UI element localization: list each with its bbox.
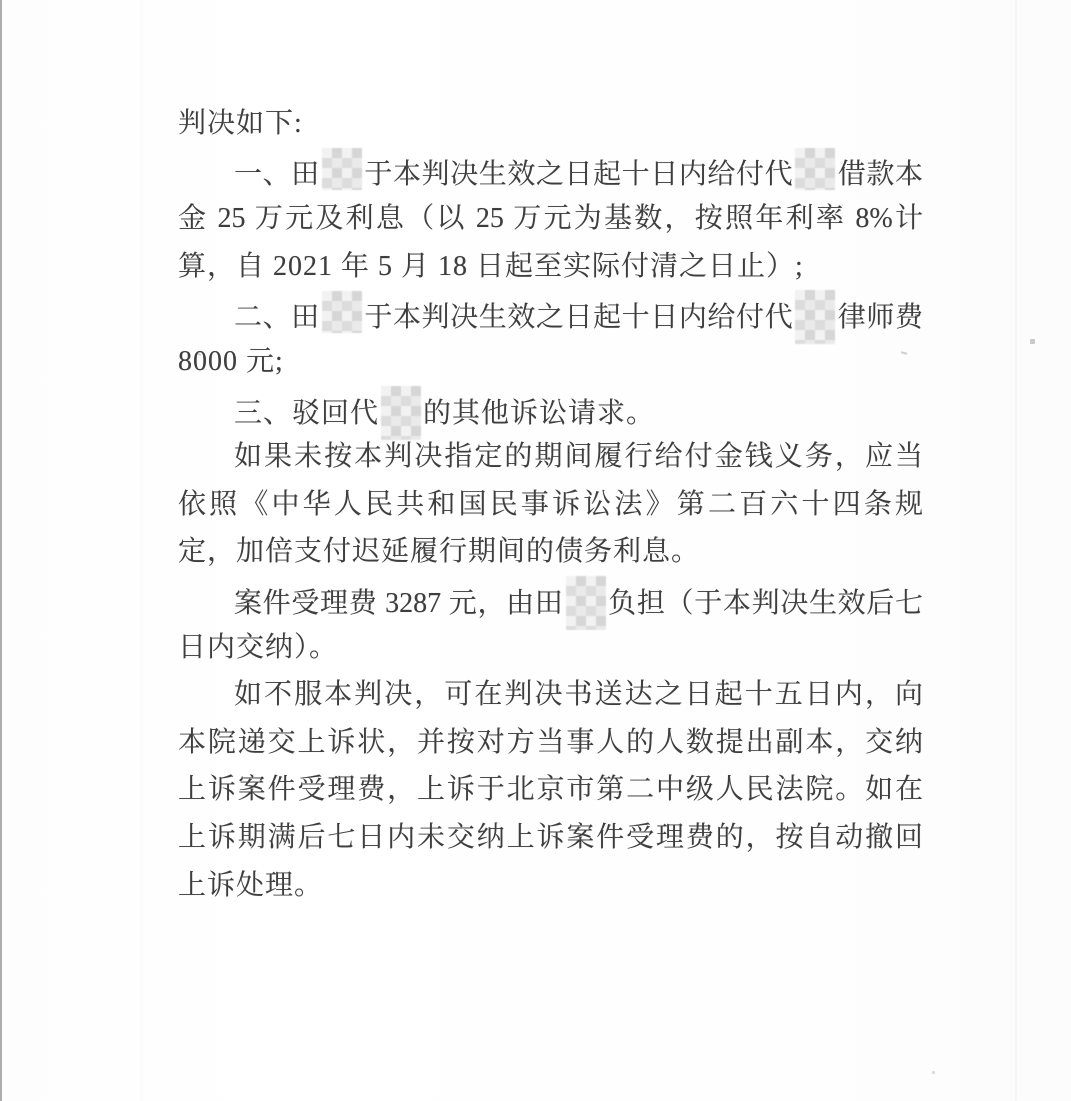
scan-streak [140, 0, 143, 1101]
judgment-text: 定，加倍支付迟延履行期间的债务利息。 [178, 536, 701, 568]
judgment-text: 如果未按本判决指定的期间履行给付金钱义务，应当 [234, 441, 923, 473]
judgment-line [178, 243, 923, 291]
judgment-text: 一、田 [234, 158, 320, 190]
judgment-line [178, 100, 923, 148]
judgment-line [178, 528, 923, 576]
judgment-line [178, 148, 923, 196]
redaction-blur [795, 148, 835, 190]
judgment-text: 于本判决生效之日起十日内给付代 [363, 302, 794, 334]
judgment-text: 案件受理费 3287 元，由田 [234, 587, 564, 619]
judgment-text: 如不服本判决，可在判决书送达之日起十五日内，向 [234, 679, 923, 711]
judgment-line [178, 386, 923, 434]
judgment-line [178, 671, 923, 719]
judgment-text: 借款本 [837, 158, 923, 190]
judgment-line [178, 290, 923, 338]
scan-speck [932, 1071, 935, 1074]
redaction-blur [322, 291, 362, 333]
judgment-line [178, 338, 923, 386]
judgment-text: 上诉期满后七日内未交纳上诉案件受理费的，按自动撤回 [178, 821, 923, 853]
judgment-line [178, 814, 923, 862]
judgment-line [178, 433, 923, 481]
redaction-blur [381, 386, 421, 440]
redaction-blur [566, 576, 606, 630]
judgment-text: 本院递交上诉状，并按对方当事人的人数提出副本，交纳 [178, 726, 923, 758]
judgment-text: 二、田 [234, 302, 320, 334]
judgment-text: 判决如下: [178, 108, 303, 139]
judgment-line [178, 481, 923, 529]
judgment-text: 于本判决生效之日起十日内给付代 [363, 158, 794, 190]
judgment-line [178, 719, 923, 767]
judgment-text: 上诉案件受理费，上诉于北京市第二中级人民法院。如在 [178, 774, 923, 806]
judgment-text: 的其他诉讼请求。 [423, 397, 656, 429]
scan-edge-line [0, 0, 2, 1101]
judgment-text: 依照《中华人民共和国民事诉讼法》第二百六十四条规 [178, 488, 923, 520]
judgment-text: 8000 元; [178, 345, 284, 377]
scan-streak [1015, 0, 1017, 1101]
judgment-text: 日内交纳）。 [178, 631, 339, 663]
judgment-text: 金 25 万元及利息（以 25 万元为基数，按照年利率 8%计 [178, 203, 923, 235]
judgment-line [178, 624, 923, 672]
judgment-text: 负担（于本判决生效后七 [607, 587, 923, 619]
redaction-blur [322, 148, 362, 190]
redaction-blur [795, 290, 835, 344]
judgment-line [178, 195, 923, 243]
judgment-line [178, 862, 923, 910]
judgment-text: 上诉处理。 [178, 869, 324, 901]
judgment-text-block [178, 100, 923, 909]
judgment-text: 律师费 [837, 302, 923, 334]
scan-speck [1030, 339, 1035, 344]
judgment-line [178, 576, 923, 624]
judgment-line [178, 766, 923, 814]
judgment-text: 三、驳回代 [234, 397, 380, 429]
judgment-text: 算，自 2021 年 5 月 18 日起至实际付清之日止）; [178, 250, 804, 282]
